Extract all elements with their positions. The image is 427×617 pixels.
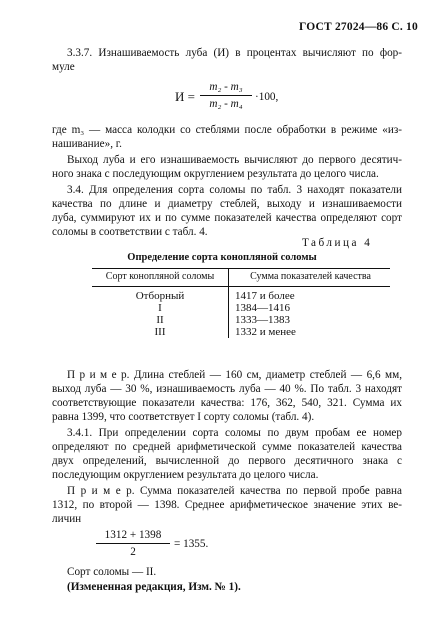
average-denominator: 2 (130, 546, 136, 558)
table-cell-grade: III (92, 326, 229, 338)
section-3-4-line-2: качества по длине и диаметру стеблей, выходу и изнашиваемости (52, 198, 402, 210)
example-1-line-3: соответствующие показатели качества: 176, 362, 540, 321. Сумма их (52, 397, 402, 409)
section-3-4-1-line-2: определяют по средней арифметической сумме показателей качества (52, 441, 402, 453)
table-cell-sum: 1384—1416 (235, 302, 290, 314)
section-3-3-7-line-2: муле (52, 61, 75, 73)
table-cell-sum: 1333—1383 (235, 314, 290, 326)
section-3-3-7-line-1: 3.3.7. Изнашиваемость луба (И) в процентах вычисляют по фор- (67, 47, 402, 59)
section-3-4-1-line-4: последующим округлением результата до целого числа. (52, 469, 319, 481)
formula-fraction (200, 80, 252, 111)
table-row (92, 314, 390, 326)
page-header: ГОСТ 27024—86 С. 10 (299, 21, 418, 33)
average-fraction (96, 528, 170, 559)
formula-multiplier: ·100, (255, 91, 279, 103)
example-2-line-1: П р и м е р. Сумма показателей качества по первой пробе равна (67, 485, 402, 497)
formula-numerator: m₂ - m₃ (200, 80, 252, 96)
example-1-line-4: равна 1399, что соответствует I сорту соломы (табл. 4). (52, 411, 315, 423)
formula-denominator: m₂ - m₄ (209, 98, 243, 110)
table-cell-sum: 1332 и менее (235, 326, 296, 338)
rounding-line-1: Выход луба и его изнашиваемость вычисляют до первого десятич- (67, 154, 402, 166)
table-header-grade: Сорт конопляной соломы (92, 269, 229, 287)
table-row (92, 302, 390, 314)
average-numerator: 1312 + 1398 (96, 528, 170, 544)
example-2-line-2: 1312, по второй — 1398. Среднее арифметическое значение этих ве- (52, 499, 402, 511)
section-3-4-line-3: луба, суммируют их и по сумме показателей качества определяют сорт (52, 212, 402, 224)
average-result: = 1355. (174, 538, 209, 550)
table-4 (92, 268, 390, 338)
section-3-4-1-line-3: двух определений, вычисленной до первого десятичного знака с (52, 455, 402, 467)
example-1-line-1: П р и м е р. Длина стеблей — 160 см, диаметр стеблей — 6,6 мм, (67, 369, 402, 381)
where-line-2: нашивание», г. (52, 138, 122, 150)
where-line-1: где m₃ — масса колодки со стеблями после обработки в режиме «из- (52, 124, 402, 136)
example-2-line-3: личин (52, 513, 82, 525)
table-cell-sum: 1417 и более (235, 290, 295, 302)
table-row (92, 287, 390, 303)
table-header-row (92, 269, 390, 287)
revision-note: (Измененная редакция, Изм. № 1). (67, 581, 241, 593)
example-1-line-2: выход луба — 30 %, изнашиваемость луба — 40 %. По табл. 3 находят (52, 383, 402, 395)
table-4-label: Таблица 4 (302, 237, 373, 249)
table-4-title: Определение сорта конопляной соломы (127, 252, 317, 263)
section-3-4-line-1: 3.4. Для определения сорта соломы по табл. 3 находят показатели (67, 184, 402, 196)
table-cell-grade: II (92, 314, 229, 326)
section-3-4-line-4: соломы в соответствии с табл. 4. (52, 226, 208, 238)
table-cell-grade: I (92, 302, 229, 314)
rounding-line-2: ного знака с последующим округлением результата до целого числа. (52, 168, 379, 180)
section-3-4-1-line-1: 3.4.1. При определении сорта соломы по двум пробам ее номер (67, 427, 402, 439)
formula-lhs: И = (175, 89, 195, 104)
grade-result: Сорт соломы — II. (67, 566, 157, 578)
table-row (92, 326, 390, 338)
table-header-sum: Сумма показателей качества (250, 271, 371, 282)
table-cell-grade: Отборный (92, 287, 229, 303)
